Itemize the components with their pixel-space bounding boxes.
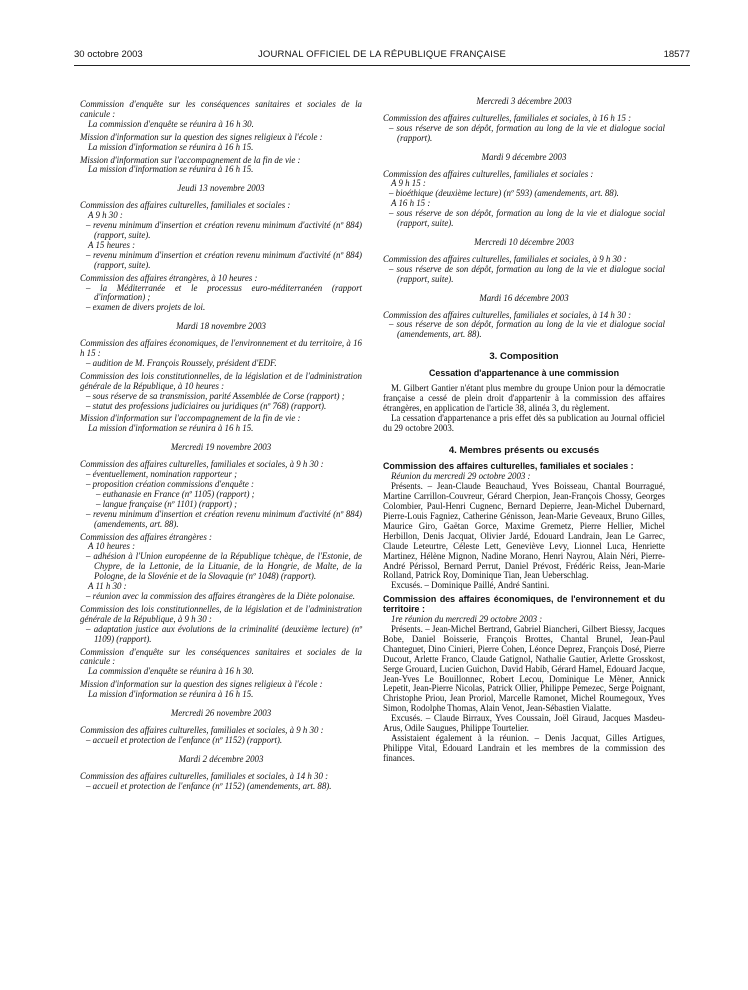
committee-heading: Commission des affaires culturelles, familiales et sociales, à 9 h 30 : <box>383 253 627 264</box>
date-heading: Mardi 9 décembre 2003 <box>481 151 567 162</box>
committee-title: Commission des affaires culturelles, familiales et sociales : <box>383 461 634 472</box>
body-paragraph: Présents. – Jean-Claude Beauchaud, Yves Boisseau, Chantal Bourragué, Martine Carrillon-Couvreur, Gérard Cherpion, Jean-François Chossy, Georges Colombier, Paul-Henri Cugnenc, Bernard Depierre, Jean-Michel Dubernard, Pierre-Louis Fagniez, Catherine Génisson, Jean-Marie Geveaux, Bruno Gilles, Maurice Giro, Gaëtan Gorce, Maxime Gremetz, Pierre Hellier, Michel Herbillon, Denis Jacquat, Olivier Jardé, Edouard Landrain, Jean Le Garrec, Claude Leteurtre, Céleste Lett, Geneviève Levy, Lionnel Luca, Henriette Martinez, Hélène Mignon, Nadine Morano, Henri Nayrou, Alain Néri, Pierre-André Périssol, Bernard Perrut, Daniel Prévost, Frédéric Reiss, Jean-Marie Rolland, Patrick Roy, Dominique Tian, Jean Ueberschlag. <box>383 481 665 581</box>
committee-heading: Commission d'enquête sur les conséquences sanitaires et sociales de la canicule : <box>80 646 362 667</box>
agenda-item: – revenu minimum d'insertion et création revenu minimum d'activité (nº 884) (rapport, suite). <box>86 220 362 240</box>
agenda-item: – adhésion à l'Union européenne de la République tchèque, de l'Estonie, de Chypre, de la Lettonie, de la Lituanie, de la Hongrie, de Malte, de la Pologne, de la Slovénie et de la Slovaquie (nº 1048) (rapport). <box>86 551 362 582</box>
schedule-line: A 9 h 30 : <box>88 210 123 221</box>
date-heading: Mardi 2 décembre 2003 <box>178 753 264 764</box>
agenda-item: – réunion avec la commission des affaires étrangères de la Diète polonaise. <box>86 590 355 601</box>
agenda-subitem: – euthanasie en France (nº 1105) (rapport) ; <box>96 488 255 499</box>
agenda-item: – sous réserve de sa transmission, parité Assemblée de Corse (rapport) ; <box>86 390 345 401</box>
committee-heading: Mission d'information sur la question des signes religieux à l'école : <box>80 131 323 142</box>
committee-heading: Mission d'information sur la question des signes religieux à l'école : <box>80 679 323 690</box>
agenda-subitem: – langue française (nº 1101) (rapport) ; <box>96 498 238 509</box>
committee-heading: Commission des affaires culturelles, familiales et sociales : <box>80 200 291 211</box>
committee-heading: Commission des affaires culturelles, familiales et sociales, à 9 h 30 : <box>80 459 324 470</box>
committee-heading: Mission d'information sur l'accompagnement de la fin de vie : <box>80 413 301 424</box>
committee-heading: Commission des affaires culturelles, familiales et sociales, à 16 h 15 : <box>383 112 632 123</box>
schedule-line: Réunion du mercredi 29 octobre 2003 : <box>391 471 531 482</box>
schedule-line: 1re réunion du mercredi 29 octobre 2003 : <box>391 614 543 625</box>
agenda-item: – la Méditerranée et le processus euro-méditerranéen (rapport d'information) ; <box>86 282 362 303</box>
right-column <box>383 97 665 764</box>
agenda-item: – bioéthique (deuxième lecture) (nº 593) (amendements, art. 88). <box>389 188 619 199</box>
date-heading: Jeudi 13 novembre 2003 <box>177 183 265 194</box>
agenda-item: – accueil et protection de l'enfance (nº 1152) (rapport). <box>86 734 283 745</box>
agenda-item: – sous réserve de son dépôt, formation au long de la vie et dialogue social (rapport). <box>389 122 665 143</box>
body-paragraph: La cessation d'appartenance a pris effet dès sa publication au Journal officiel du 29 octobre 2003. <box>383 412 665 433</box>
page-header <box>74 49 690 63</box>
body-paragraph: Présents. – Jean-Michel Bertrand, Gabriel Biancheri, Gilbert Biessy, Jacques Bobe, Daniel Boisserie, François Brottes, Chantal Brunel, Jean-Paul Chanteguet, Dino Cinieri, Pierre Cohen, Léonce Deprez, François Dosé, Pierre Ducout, Arlette Franco, Claude Gatignol, Nathalie Gautier, Arlette Grosskost, Serge Grouard, Lucien Guichon, David Habib, Gérard Hamel, Edouard Jacque, Jean-Yves Le Bouillonnec, Robert Lecou, Dominique Le Mèner, Annick Lepetit, Jean-Pierre Nicolas, Patrick Ollier, Philippe Pemezec, Serge Poignant, Christophe Priou, Jean Proriol, Marcelle Ramonet, Michel Roumegoux, Yves Simon, Rodolphe Thomas, Alain Venot, Jean-Sébastien Vialatte. <box>383 623 665 714</box>
agenda-item: – revenu minimum d'insertion et création revenu minimum d'activité (nº 884) (rapport, suite). <box>86 249 362 270</box>
date-heading: Mardi 16 décembre 2003 <box>479 292 569 303</box>
header-rule <box>74 65 690 66</box>
section-heading: 3. Composition <box>489 351 559 363</box>
committee-heading: Commission des affaires culturelles, familiales et sociales : <box>383 168 594 179</box>
schedule-line: A 9 h 15 : <box>391 178 426 189</box>
agenda-item: – proposition création commissions d'enquête : <box>86 479 254 489</box>
agenda-item: – statut des professions judiciaires ou juridiques (nº 768) (rapport). <box>86 400 327 411</box>
committee-heading: Commission des affaires culturelles, familiales et sociales, à 9 h 30 : <box>80 724 324 735</box>
schedule-line: A 16 h 15 : <box>391 198 431 209</box>
body-paragraph: Excusés. – Dominique Paillé, André Santini. <box>391 580 550 591</box>
schedule-line: La mission d'information se réunira à 16 h 15. <box>88 689 254 700</box>
date-heading: Mercredi 10 décembre 2003 <box>474 236 574 247</box>
agenda-item: – revenu minimum d'insertion et création revenu minimum d'activité (nº 884) (amendements, art. 88). <box>86 508 362 529</box>
date-heading: Mercredi 19 novembre 2003 <box>170 442 272 453</box>
agenda-item: – sous réserve de son dépôt, formation au long de la vie et dialogue social (rapport, suite). <box>389 208 665 229</box>
committee-heading: Commission des affaires étrangères : <box>80 531 212 542</box>
subsection-heading: Cessation d'appartenance à une commission <box>428 368 620 379</box>
body-paragraph: Excusés. – Claude Birraux, Yves Coussain, Joël Giraud, Jacques Masdeu-Arus, Odile Saugues, Philippe Tourtelier. <box>383 713 665 734</box>
committee-heading: Commission d'enquête sur les conséquences sanitaires et sociales de la canicule : <box>80 99 362 119</box>
schedule-line: La mission d'information se réunira à 16 h 15. <box>88 164 254 175</box>
schedule-line: A 15 heures : <box>88 239 136 250</box>
committee-heading: Commission des lois constitutionnelles, de la législation et de l'administration générale de la République, à 9 h 30 : <box>80 603 362 624</box>
agenda-item: – accueil et protection de l'enfance (nº 1152) (amendements, art. 88). <box>86 780 332 791</box>
committee-heading: Commission des affaires étrangères, à 10 heures : <box>80 272 258 283</box>
schedule-line: La mission d'information se réunira à 16 h 15. <box>88 141 254 152</box>
section-heading: 4. Membres présents ou excusés <box>448 444 600 456</box>
committee-title: Commission des affaires économiques, de l'environnement et du territoire : <box>383 594 665 615</box>
agenda-item: – audition de M. François Roussely, président d'EDF. <box>86 357 277 368</box>
header-page-number: 18577 <box>663 49 690 60</box>
agenda-item: – éventuellement, nomination rapporteur ; <box>86 469 238 480</box>
date-heading: Mardi 18 novembre 2003 <box>176 321 266 332</box>
header-title: JOURNAL OFFICIEL DE LA RÉPUBLIQUE FRANÇAISE <box>257 49 507 60</box>
committee-heading: Mission d'information sur l'accompagnement de la fin de vie : <box>80 154 301 165</box>
schedule-line: La commission d'enquête se réunira à 16 h 30. <box>88 666 254 677</box>
body-paragraph: M. Gilbert Gantier n'étant plus membre du groupe Union pour la démocratie française a cessé de plein droit d'appartenir à la commission des affaires étrangères, en application de l'article 38, alinéa 3, du règlement. <box>383 383 665 413</box>
agenda-item: – adaptation justice aux évolutions de la criminalité (deuxième lecture) (nº 1109) (rapport). <box>86 623 362 644</box>
date-heading: Mercredi 3 décembre 2003 <box>476 96 572 106</box>
schedule-line: La mission d'information se réunira à 16 h 15. <box>88 423 254 434</box>
agenda-item: – sous réserve de son dépôt, formation au long de la vie et dialogue social (rapport, suite). <box>389 263 665 284</box>
header-date: 30 octobre 2003 <box>74 49 143 60</box>
schedule-line: La commission d'enquête se réunira à 16 h 30. <box>88 118 254 129</box>
left-column <box>80 97 362 791</box>
committee-heading: Commission des lois constitutionnelles, de la législation et de l'administration générale de la République, à 10 heures : <box>80 370 362 391</box>
agenda-item: – examen de divers projets de loi. <box>86 302 206 313</box>
committee-heading: Commission des affaires économiques, de l'environnement et du territoire, à 16 h 15 : <box>80 338 362 359</box>
date-heading: Mercredi 26 novembre 2003 <box>170 708 272 719</box>
body-paragraph: Assistaient également à la réunion. – Denis Jacquat, Gilles Artigues, Philippe Vital, Edouard Landrain et les membres de la commission des finances. <box>383 732 665 763</box>
schedule-line: A 11 h 30 : <box>88 581 127 592</box>
committee-heading: Commission des affaires culturelles, familiales et sociales, à 14 h 30 : <box>383 309 632 320</box>
schedule-line: A 10 heures : <box>88 541 136 552</box>
committee-heading: Commission des affaires culturelles, familiales et sociales, à 14 h 30 : <box>80 770 329 781</box>
agenda-item: – sous réserve de son dépôt, formation au long de la vie et dialogue social (amendements, art. 88). <box>389 319 665 340</box>
